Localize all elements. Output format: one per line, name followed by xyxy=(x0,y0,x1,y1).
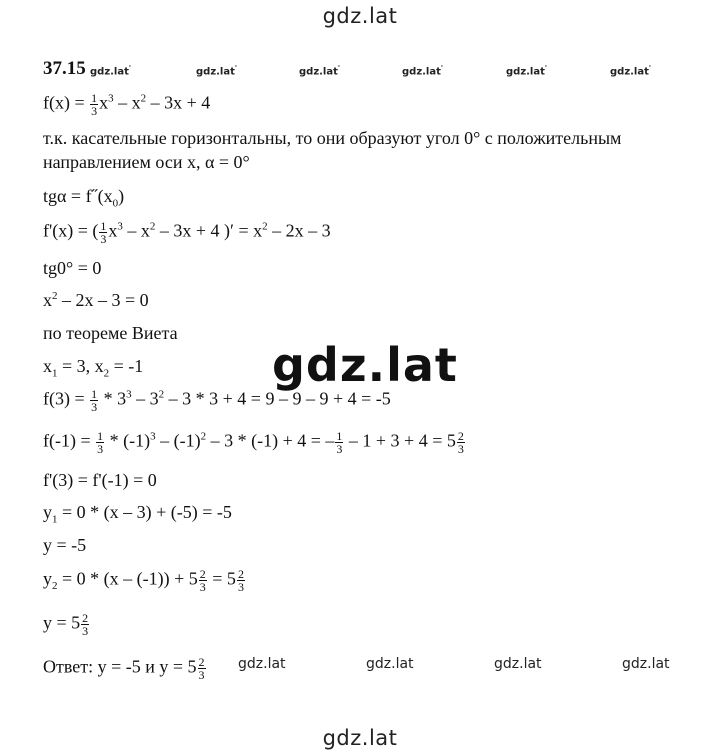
problem-number: 37.15 xyxy=(43,58,86,79)
line-vieta: по теореме Виета xyxy=(43,323,178,343)
line-equation: $x^2 - 2x - 3 = 0$ xyxy=(43,290,149,310)
watermark-bottom: gdz.lat xyxy=(322,726,398,750)
line-explanation-2: направлением оси х, α = 0° xyxy=(43,152,250,172)
problem-header xyxy=(43,58,86,79)
watermark-header-6: gdz.lat' xyxy=(610,64,652,78)
watermark-center: gdz.lat xyxy=(272,338,458,392)
line-y2: $y_2 = 0 * (x - (-1)) + 5$ $\frac{2}{3}$ = 5 $\frac{2}{3}$ xyxy=(43,567,244,594)
line-explanation-1: т.к. касательные горизонтальны, то они образуют угол 0° с положительным xyxy=(43,128,622,148)
line-y1: $y_1 = 0 * (x - 3) + (-5) = -5$ xyxy=(43,502,232,526)
line-roots: $x_1 = 3$, $x_2 = -1$ xyxy=(43,356,144,380)
line-function: f(x) = $\frac{1}{3}$ $x^3 - x^2 - 3x + 4$ xyxy=(43,91,211,118)
watermark-header-5: gdz.lat' xyxy=(506,64,548,78)
watermark-answer-1: gdz.lat xyxy=(238,656,286,672)
line-tg-alpha: $tg\alpha = f˝(x_0)$ xyxy=(43,186,125,210)
watermark-header-3: gdz.lat' xyxy=(299,64,341,78)
line-y-five-two-thirds: y = 5 $\frac{2}{3}$ xyxy=(43,611,89,638)
watermark-header-4: gdz.lat' xyxy=(402,64,444,78)
line-y-minus-5: y = -5 xyxy=(43,535,87,555)
line-f-of-3: f(3) = $\frac{1}{3}$ * $3^3 - 3^2 - 3 * 3 + 4 = 9 - 9 - 9 + 4 = -5$ xyxy=(43,387,391,414)
line-f-of-minus-1: f(-1) = $\frac{1}{3}$ * $(-1)^3 - (-1)^2 - 3 * (-1) + 4$ = – $\frac{1}{3}$ – 1 + 3 + 4 = 5 $\frac{2}{3}$ xyxy=(43,429,464,456)
watermark-answer-3: gdz.lat xyxy=(494,656,542,672)
line-tg0: tg0° = 0 xyxy=(43,258,102,278)
watermark-answer-4: gdz.lat xyxy=(622,656,670,672)
line-derivative: f'(x) = ( $\frac{1}{3}$ $x^3 - x^2 - 3x + 4$ )′ = $x^2 - 2x - 3$ xyxy=(43,219,331,246)
watermark-top: gdz.lat xyxy=(322,4,398,28)
watermark-header-1: gdz.lat' xyxy=(90,64,132,78)
watermark-header-2: gdz.lat' xyxy=(196,64,238,78)
watermark-answer-2: gdz.lat xyxy=(366,656,414,672)
line-derivative-values: f'(3) = f'(-1) = 0 xyxy=(43,470,157,490)
line-answer: Ответ: y = -5 и y = 5 $\frac{2}{3}$ xyxy=(43,655,205,682)
